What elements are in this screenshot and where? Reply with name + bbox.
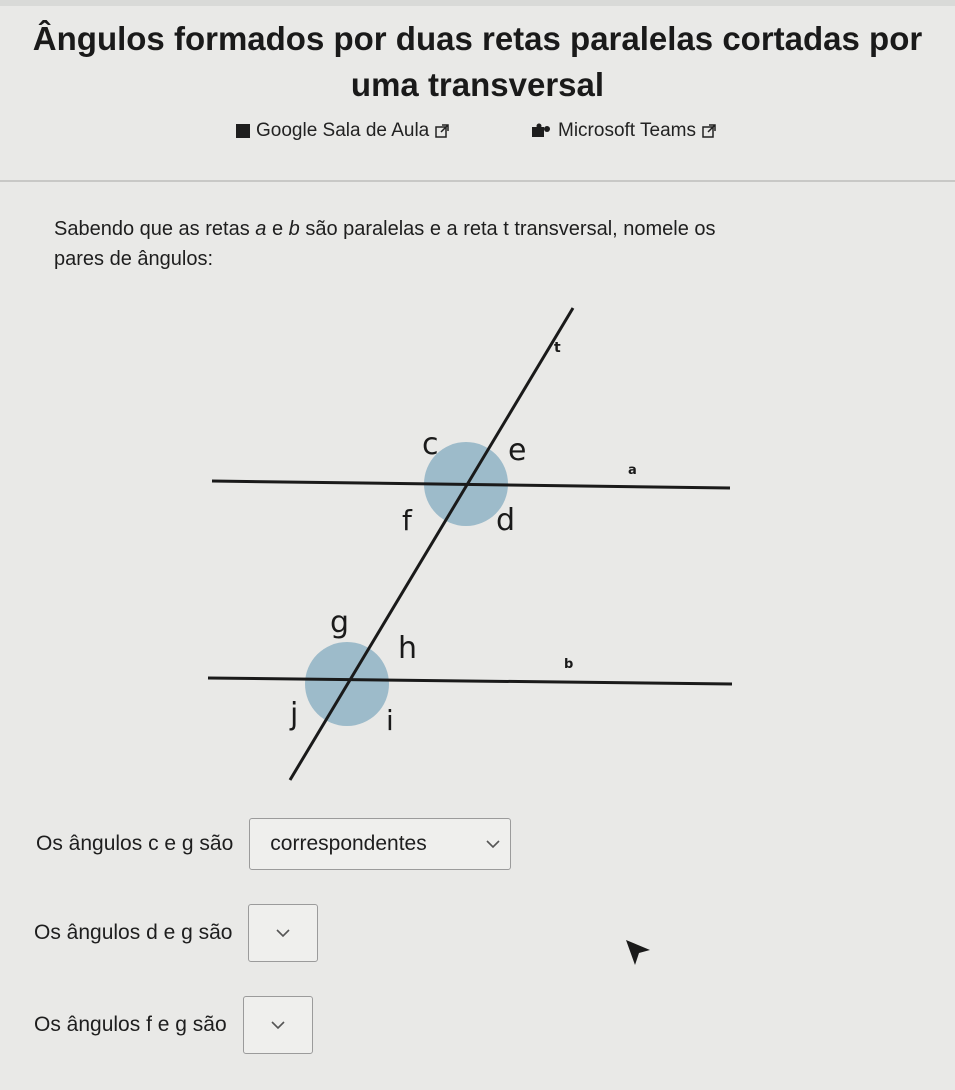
prompt-part3: são paralelas e a reta t transversal, nomele os bbox=[299, 218, 716, 240]
label-t: t bbox=[554, 340, 561, 356]
external-link-icon bbox=[435, 124, 449, 138]
microsoft-teams-link[interactable] bbox=[530, 120, 716, 142]
external-link-icon bbox=[702, 124, 716, 138]
question-text-3: Os ângulos f e g são bbox=[34, 1013, 227, 1036]
divider bbox=[0, 180, 955, 182]
label-d: d bbox=[496, 503, 516, 538]
prompt-part2: e bbox=[266, 218, 289, 240]
microsoft-teams-label: Microsoft Teams bbox=[558, 120, 696, 141]
answer-value-1: correspondentes bbox=[270, 832, 427, 855]
transversal-t bbox=[290, 308, 573, 780]
question-text-1: Os ângulos c e g são bbox=[36, 832, 234, 855]
teams-icon bbox=[530, 123, 552, 139]
title-line-2: uma transversal bbox=[350, 66, 605, 103]
label-b: b bbox=[564, 657, 574, 672]
google-classroom-label: Google Sala de Aula bbox=[256, 120, 430, 141]
line-b bbox=[208, 678, 732, 684]
question-prompt bbox=[54, 214, 874, 274]
label-e: e bbox=[508, 433, 527, 468]
title-line-1: Ângulos formados por duas retas paralelas cortadas por bbox=[32, 20, 923, 57]
question-text-2: Os ângulos d e g são bbox=[34, 921, 233, 944]
answer-dropdown-2[interactable] bbox=[248, 904, 318, 962]
question-row-3 bbox=[34, 996, 313, 1054]
label-a: a bbox=[628, 463, 637, 478]
question-row-1 bbox=[36, 818, 511, 870]
google-classroom-icon bbox=[236, 124, 250, 138]
top-strip bbox=[0, 0, 955, 6]
prompt-var-b: b bbox=[288, 218, 300, 240]
prompt-line-1 bbox=[54, 214, 874, 244]
share-links bbox=[0, 120, 955, 150]
label-c: c bbox=[422, 427, 439, 462]
label-g: g bbox=[330, 605, 350, 640]
chevron-down-icon bbox=[276, 929, 290, 938]
prompt-part1: Sabendo que as retas bbox=[54, 218, 256, 240]
label-i: i bbox=[386, 704, 394, 737]
prompt-line-2: pares de ângulos: bbox=[54, 248, 214, 270]
question-row-2 bbox=[34, 904, 318, 962]
chevron-down-icon bbox=[271, 1021, 285, 1030]
label-f: f bbox=[402, 504, 412, 537]
chevron-down-icon bbox=[486, 840, 500, 849]
prompt-var-a: a bbox=[255, 218, 267, 240]
page-title bbox=[0, 16, 955, 108]
answer-dropdown-1[interactable] bbox=[249, 818, 511, 870]
label-h: h bbox=[398, 631, 418, 666]
answer-dropdown-3[interactable] bbox=[243, 996, 313, 1054]
mouse-cursor-icon bbox=[624, 938, 654, 968]
label-j: j bbox=[290, 697, 299, 732]
parallel-lines-diagram bbox=[190, 296, 750, 796]
google-classroom-link[interactable] bbox=[236, 120, 449, 142]
